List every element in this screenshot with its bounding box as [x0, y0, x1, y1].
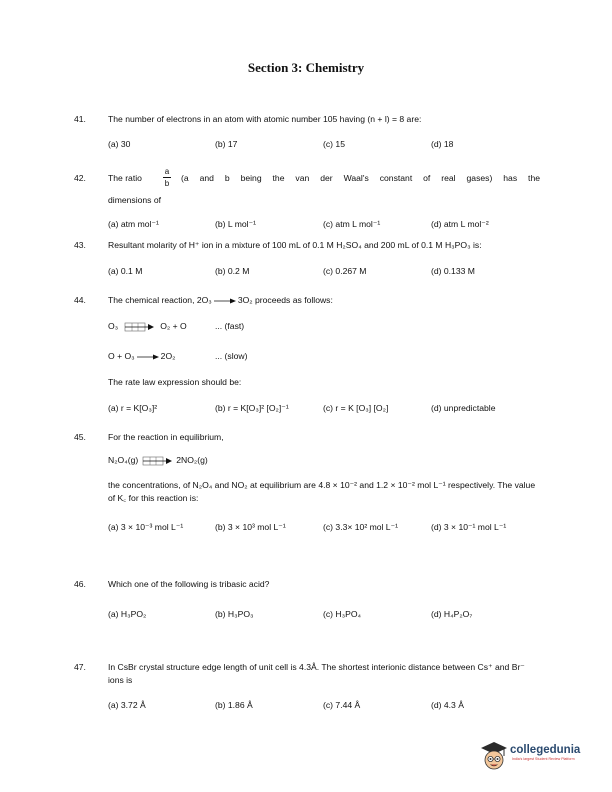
question-stem-suffix: (a and b being the van der Waal's constant of real gases) has the — [181, 173, 540, 183]
product-text: 3O₂ proceeds as follows: — [237, 295, 333, 305]
option-a: (a) 0.1 M — [108, 266, 143, 276]
reactant-text: The chemical reaction, 2O₃ — [108, 295, 212, 305]
option-d: (d) 3 × 10⁻¹ mol L⁻¹ — [431, 522, 507, 532]
step2-note: ... (slow) — [215, 351, 248, 361]
option-d: (d) 0.133 M — [431, 266, 475, 276]
question-stem-line2: dimensions of — [108, 195, 162, 205]
step1-right: O₂ + O — [160, 321, 187, 331]
step2-left: O + O₃ — [108, 351, 135, 361]
step1-note: ... (fast) — [215, 321, 245, 331]
fraction-a-over-b — [163, 167, 171, 188]
step2-right: 2O₂ — [160, 351, 176, 361]
question-stem: In CsBr crystal structure edge length of unit cell is 4.3Å. The shortest interionic distance between Cs⁺ and Br⁻ ions is — [108, 662, 525, 685]
equilibrium-arrow-icon — [142, 456, 172, 466]
option-a: (a) 30 — [108, 139, 131, 149]
option-c: (c) 15 — [323, 139, 345, 149]
logo-wordmark: collegedunia — [510, 744, 581, 756]
question-number: 43. — [74, 240, 86, 250]
fraction-numerator: a — [164, 167, 170, 176]
question-stem: Resultant molarity of H⁺ ion in a mixture of 100 mL of 0.1 M H₂SO₄ and 200 mL of 0.1 M H₃PO₃ is: — [108, 240, 482, 250]
question-stem: For the reaction in equilibrium, — [108, 432, 224, 442]
option-c: (c) r = K [O₃] [O₂] — [323, 403, 389, 413]
question-number: 47. — [74, 662, 86, 672]
option-c: (c) 0.267 M — [323, 266, 367, 276]
question-number: 42. — [74, 173, 86, 183]
rate-law-prompt: The rate law expression should be: — [108, 377, 242, 387]
question-number: 46. — [74, 579, 86, 589]
option-d: (d) 4.3 Å — [431, 700, 464, 710]
fraction-bar — [163, 177, 171, 178]
graduate-mascot-icon — [480, 740, 508, 772]
step-1 — [108, 321, 187, 332]
question-number: 44. — [74, 295, 86, 305]
question-stem: The number of electrons in an atom with atomic number 105 having (n + l) = 8 are: — [108, 114, 422, 124]
reaction-arrow-icon — [137, 352, 159, 362]
fraction-denominator: b — [164, 179, 170, 188]
option-b: (b) 0.2 M — [215, 266, 250, 276]
option-b: (b) 17 — [215, 139, 238, 149]
step-2 — [108, 351, 175, 362]
eq-left: N₂O₄(g) — [108, 455, 139, 465]
option-c: (c) H₃PO₄ — [323, 609, 362, 619]
option-a: (a) atm mol⁻¹ — [108, 219, 159, 229]
question-number: 41. — [74, 114, 86, 124]
page-title: Section 3: Chemistry — [247, 60, 365, 75]
option-a: (a) 3.72 Å — [108, 700, 146, 710]
equilibrium-arrow-icon — [124, 322, 154, 332]
option-b: (b) r = K[O₃]² [O₂]⁻¹ — [215, 403, 289, 413]
option-b: (b) L mol⁻¹ — [215, 219, 256, 229]
option-d: (d) unpredictable — [431, 403, 496, 413]
equilibrium-line — [108, 455, 208, 466]
question-body: the concentrations, of N₂O₄ and NO₂ at equilibrium are 4.8 × 10⁻² and 1.2 × 10⁻² mol L⁻¹ respectively. The value of K꜀ for this reaction is: — [108, 480, 536, 503]
option-c: (c) 3.3× 10² mol L⁻¹ — [323, 522, 398, 532]
step1-left: O₃ — [108, 321, 119, 331]
question-stem: Which one of the following is tribasic acid? — [108, 579, 270, 589]
question-number: 45. — [74, 432, 86, 442]
option-a: (a) 3 × 10⁻³ mol L⁻¹ — [108, 522, 184, 532]
option-b: (b) H₃PO₃ — [215, 609, 254, 619]
question-stem-prefix: The ratio — [108, 173, 142, 183]
logo-tagline: India's largest Student Review Platform — [512, 757, 575, 761]
option-d: (d) H₄P₂O₇ — [431, 609, 473, 619]
reaction-line — [108, 295, 333, 306]
eq-right: 2NO₂(g) — [176, 455, 208, 465]
option-b: (b) 3 × 10³ mol L⁻¹ — [215, 522, 286, 532]
option-c: (c) 7.44 Å — [323, 700, 361, 710]
option-a: (a) r = K[O₃]² — [108, 403, 158, 413]
option-a: (a) H₃PO₂ — [108, 609, 147, 619]
option-d: (d) atm L mol⁻² — [431, 219, 489, 229]
option-b: (b) 1.86 Å — [215, 700, 253, 710]
option-d: (d) 18 — [431, 139, 454, 149]
option-c: (c) atm L mol⁻¹ — [323, 219, 381, 229]
reaction-arrow-icon — [214, 296, 236, 306]
